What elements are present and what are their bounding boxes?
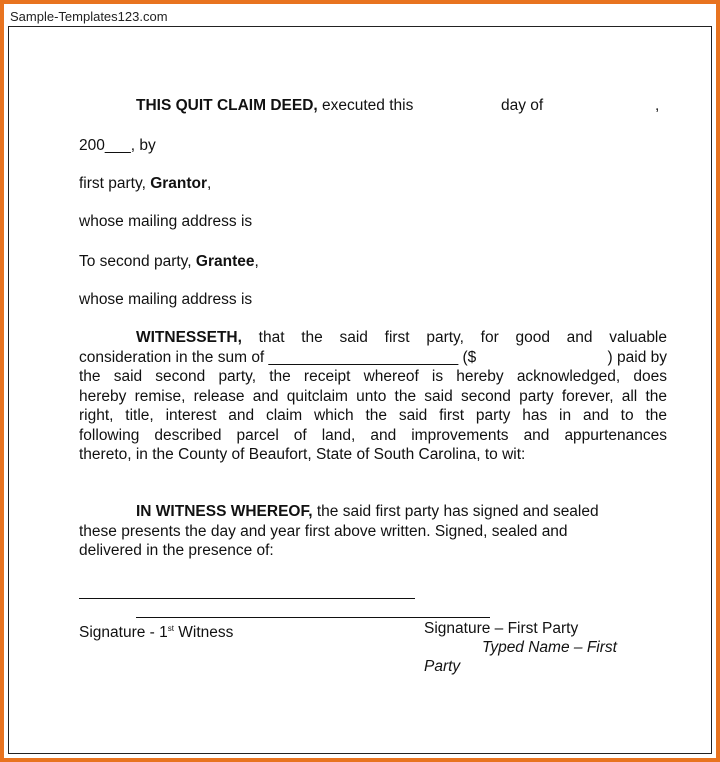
in-witness-row-1-text: the said first party has signed and sealed: [316, 503, 599, 520]
watermark-text: Sample-Templates123.com: [10, 9, 168, 24]
witnesseth-row-1: [79, 328, 667, 348]
second-party-line: [79, 252, 259, 271]
grantee-label: Grantee: [195, 253, 255, 270]
first-party-prefix: first party,: [79, 175, 146, 192]
typed-name-label: [482, 638, 617, 657]
witnesseth-paragraph: [79, 328, 667, 465]
in-witness-lead: IN WITNESS WHEREOF,: [136, 503, 313, 520]
deed-title: [136, 96, 413, 115]
grantee-address-line: whose mailing address is: [79, 291, 253, 308]
witnesseth-row-6: following described parcel of land, and improvements and appurtenances: [79, 426, 667, 444]
grantor-comma: ,: [207, 175, 212, 192]
year-line: 200___, by: [79, 137, 156, 154]
witness-label-sup: st: [167, 624, 174, 633]
witnesseth-row-5: right, title, interest and claim which the said first party has in and to the: [79, 407, 667, 424]
witness-label-suffix: Witness: [173, 624, 234, 641]
executed-text: executed this: [322, 97, 414, 114]
witnesseth-row-4: hereby remise, release and quitclaim unto the said second party forever, all the: [79, 387, 667, 405]
title-comma: ,: [655, 97, 660, 114]
witnesseth-row-2-start: consideration in the sum of ______________________ ($: [79, 348, 477, 366]
witness-label-prefix: Signature - 1: [79, 624, 168, 641]
witness-signature-rule: [79, 598, 415, 599]
witnesseth-row-3: the said second party, the receipt whereof is hereby acknowledged, does: [79, 368, 667, 385]
typed-name-text: Typed Name – First: [482, 639, 617, 656]
in-witness-row-2: these presents the day and year first above written. Signed, sealed and: [79, 522, 568, 540]
deed-title-bold: THIS QUIT CLAIM DEED,: [136, 97, 318, 114]
in-witness-paragraph: [79, 502, 667, 561]
grantor-label: Grantor: [150, 175, 208, 192]
day-of-text: day of: [501, 97, 544, 114]
witnesseth-row-2: [79, 348, 667, 368]
witnesseth-lead: WITNESSETH,: [136, 329, 242, 346]
witnesseth-row-2-end: ) paid by: [607, 348, 667, 366]
in-witness-row-3: delivered in the presence of:: [79, 542, 274, 559]
party-word-text: Party: [424, 658, 461, 675]
party-signature-rule: [136, 617, 490, 618]
in-witness-row-1: [79, 502, 667, 522]
grantee-comma: ,: [254, 253, 259, 270]
first-party-line: [79, 174, 211, 193]
witnesseth-row-1-text: that the said first party, for good and valuable: [258, 329, 668, 346]
second-party-prefix: To second party,: [79, 253, 192, 270]
witness-signature-label: [79, 619, 233, 642]
witnesseth-row-7: thereto, in the County of Beaufort, State of South Carolina, to wit:: [79, 446, 526, 463]
party-word-label: [424, 657, 460, 676]
grantor-address-line: whose mailing address is: [79, 213, 253, 230]
party-signature-label: Signature – First Party: [424, 620, 579, 637]
